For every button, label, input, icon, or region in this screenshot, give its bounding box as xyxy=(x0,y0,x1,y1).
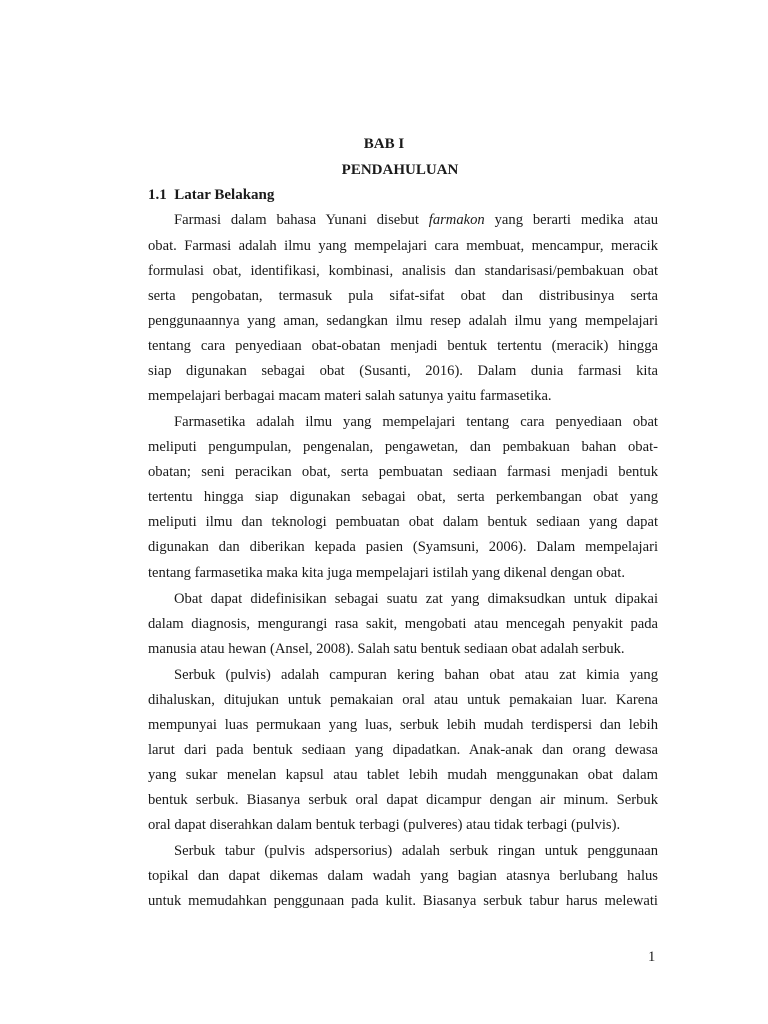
paragraph-line: manusia atau hewan (Ansel, 2008). Salah satu bentuk sediaan obat adalah serbuk. xyxy=(148,641,625,657)
italic-term: farmakon xyxy=(428,212,485,228)
paragraph-line: Obat dapat didefinisikan sebagai suatu zat yang dimaksudkan untuk dipakai xyxy=(174,591,658,607)
paragraph-line: topikal dan dapat dikemas dalam wadah yang bagian atasnya berlubang halus xyxy=(148,868,658,884)
paragraph-line: obatan; seni peracikan obat, serta pembuatan sediaan farmasi menjadi bentuk xyxy=(148,464,658,480)
paragraph-line: mempelajari berbagai macam materi salah satunya yaitu farmasetika. xyxy=(148,388,552,404)
paragraph-line: Serbuk (pulvis) adalah campuran kering bahan obat atau zat kimia yang xyxy=(174,667,658,683)
paragraph-line: dihaluskan, ditujukan untuk pemakaian oral atau untuk pemakaian luar. Karena xyxy=(148,692,658,708)
paragraph-line: untuk memudahkan penggunaan pada kulit. Biasanya serbuk tabur harus melewati xyxy=(148,893,658,909)
paragraph-line: oral dapat diserahkan dalam bentuk terbagi (pulveres) atau tidak terbagi (pulvis). xyxy=(148,817,621,833)
paragraph-line xyxy=(174,211,658,229)
paragraph-line: larut dari pada bentuk sediaan yang dipadatkan. Anak-anak dan orang dewasa xyxy=(148,742,658,758)
chapter-number: BAB I xyxy=(363,136,405,152)
paragraph-line: dalam diagnosis, mengurangi rasa sakit, mengobati atau mencegah penyakit pada xyxy=(148,616,658,632)
paragraph-line: Farmasetika adalah ilmu yang mempelajari tentang cara penyediaan obat xyxy=(174,414,658,430)
text-span: yang berarti medika atau xyxy=(484,212,658,228)
paragraph-line: digunakan dan diberikan kepada pasien (Syamsuni, 2006). Dalam mempelajari xyxy=(148,539,658,555)
paragraph-line: bentuk serbuk. Biasanya serbuk oral dapat dicampur dengan air minum. Serbuk xyxy=(148,792,658,808)
paragraph-line: obat. Farmasi adalah ilmu yang mempelajari cara membuat, mencampur, meracik xyxy=(148,238,658,254)
paragraph-line: mempunyai luas permukaan yang luas, serbuk lebih mudah terdispersi dan lebih xyxy=(148,717,658,733)
paragraph-line: meliputi pengumpulan, pengenalan, pengawetan, dan pembakuan bahan obat- xyxy=(148,439,658,455)
paragraph-line: penggunaannya yang aman, sedangkan ilmu resep adalah ilmu yang mempelajari xyxy=(148,313,658,329)
paragraph-line: siap digunakan sebagai obat (Susanti, 2016). Dalam dunia farmasi kita xyxy=(148,363,658,379)
paragraph-line: yang sukar menelan kapsul atau tablet lebih mudah menggunakan obat dalam xyxy=(148,767,658,783)
paragraph-line: serta pengobatan, termasuk pula sifat-sifat obat dan distribusinya serta xyxy=(148,288,658,304)
paragraph-line: tentang cara penyediaan obat-obatan menjadi bentuk tertentu (meracik) hingga xyxy=(148,338,658,354)
paragraph-line: tertentu hingga siap digunakan sebagai obat, serta perkembangan obat yang xyxy=(148,489,658,505)
chapter-title: PENDAHULUAN xyxy=(341,162,459,178)
page-number: 1 xyxy=(648,949,656,965)
text-span: Farmasi dalam bahasa Yunani disebut xyxy=(174,212,429,228)
paragraph-line: formulasi obat, identifikasi, kombinasi, analisis dan standarisasi/pembakuan obat xyxy=(148,263,658,279)
section-heading: 1.1 Latar Belakang xyxy=(148,187,275,203)
paragraph-line: meliputi ilmu dan teknologi pembuatan obat dalam bentuk sediaan yang dapat xyxy=(148,514,658,530)
paragraph-line: Serbuk tabur (pulvis adspersorius) adalah serbuk ringan untuk penggunaan xyxy=(174,843,658,859)
paragraph-line: tentang farmasetika maka kita juga mempelajari istilah yang dikenal dengan obat. xyxy=(148,565,625,581)
